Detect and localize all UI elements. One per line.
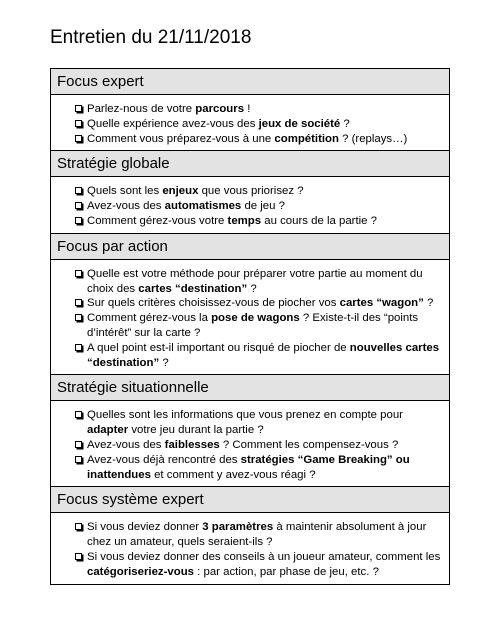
question-text: Avez-vous des (87, 200, 165, 213)
question-text: A quel point est-il important ou risqué de piocher de (87, 341, 350, 354)
question-text: Quels sont les (87, 185, 163, 198)
question-item (75, 199, 443, 214)
interview-table (50, 68, 450, 585)
question-item (75, 132, 443, 147)
emphasis-text: 3 paramètres (202, 521, 274, 534)
question-text: que vous priorisez ? (198, 185, 304, 198)
question-list (51, 401, 449, 486)
question-item (75, 550, 443, 580)
section-header: Focus expert (51, 69, 449, 95)
emphasis-text: faiblesses (164, 438, 220, 451)
emphasis-text: compétition (274, 132, 339, 145)
emphasis-text: parcours (195, 103, 245, 115)
question-text: Quelle est votre méthode pour préparer votre partie au moment du choix des (87, 267, 423, 295)
question-text: Parlez-nous de votre (87, 103, 196, 115)
emphasis-text: jeux de société (258, 117, 341, 130)
question-list (51, 95, 449, 150)
section-header: Focus par action (51, 234, 449, 260)
checkbox-icon[interactable] (75, 270, 82, 277)
section-header: Stratégie situationnelle (51, 375, 449, 401)
question-text: Avez-vous des (87, 438, 165, 451)
question-item (75, 102, 443, 117)
emphasis-text: adapter (87, 424, 129, 437)
section (51, 150, 449, 232)
question-item (75, 214, 443, 229)
emphasis-text: automatismes (164, 200, 242, 213)
section (51, 69, 449, 150)
section (51, 374, 449, 486)
section (51, 486, 449, 583)
question-text: de jeu ? (241, 200, 285, 213)
emphasis-text: nouvelles cartes “destination” (87, 341, 440, 369)
question-text: ? Comment les compensez-vous ? (219, 438, 399, 451)
question-list (51, 177, 449, 232)
checkbox-icon[interactable] (75, 456, 82, 463)
page-title: Entretien du 21/11/2018 (50, 27, 252, 48)
question-text: ! (244, 103, 251, 115)
emphasis-text: enjeux (162, 185, 199, 198)
emphasis-text: temps (227, 214, 262, 227)
section-header: Stratégie globale (51, 151, 449, 177)
question-list (51, 260, 449, 375)
question-text: ? (247, 282, 257, 295)
question-text: Si vous deviez donner (87, 521, 203, 534)
emphasis-text: cartes “destination” (138, 282, 248, 295)
emphasis-text: stratégies “Game Breaking” ou inattendues (87, 453, 410, 481)
question-item (75, 453, 443, 483)
question-text: Quelles sont les informations que vous prenez en compte pour (87, 409, 403, 422)
question-item (75, 408, 443, 438)
checkbox-icon[interactable] (75, 105, 82, 112)
checkbox-icon[interactable] (75, 299, 82, 306)
question-item (75, 296, 443, 311)
question-text: et comment y avez-vous réagi ? (150, 468, 316, 481)
question-text: Quelle expérience avez-vous des (87, 117, 259, 130)
question-text: Comment gérez-vous la (87, 312, 212, 325)
checkbox-icon[interactable] (75, 202, 82, 209)
checkbox-icon[interactable] (75, 344, 82, 351)
question-text: ? (340, 117, 350, 130)
emphasis-text: pose de wagons (211, 312, 300, 325)
question-item (75, 341, 443, 371)
question-text: à maintenir absolument à jour chez un amateur, quels seraient-ils ? (87, 521, 427, 549)
checkbox-icon[interactable] (75, 523, 82, 530)
question-text: Avez-vous déjà rencontré des (87, 453, 241, 466)
checkbox-icon[interactable] (75, 217, 82, 224)
question-item (75, 267, 443, 297)
question-text: Sur quels critères choisissez-vous de piocher vos (87, 297, 340, 310)
section (51, 233, 449, 375)
question-item (75, 184, 443, 199)
section-header: Focus système expert (51, 487, 449, 513)
question-list (51, 513, 449, 583)
question-text: ? (423, 297, 434, 310)
checkbox-icon[interactable] (75, 187, 82, 194)
question-text: Si vous deviez donner des conseils à un joueur amateur, comment les (87, 550, 441, 563)
question-item (75, 117, 443, 132)
question-text: votre jeu durant la partie ? (128, 424, 264, 437)
checkbox-icon[interactable] (75, 441, 82, 448)
checkbox-icon[interactable] (75, 314, 82, 321)
emphasis-text: catégoriseriez-vous (87, 565, 194, 578)
checkbox-icon[interactable] (75, 135, 82, 142)
question-item (75, 438, 443, 453)
checkbox-icon[interactable] (75, 120, 82, 127)
question-item (75, 520, 443, 550)
question-text: ? (replays…) (338, 132, 408, 145)
checkbox-icon[interactable] (75, 411, 82, 418)
question-text: au cours de la partie ? (261, 214, 377, 227)
question-item (75, 311, 443, 341)
question-text: ? Existe-t-il des “points d’intérêt” sur la carte ? (87, 312, 419, 339)
question-text: Comment vous préparez-vous à une (87, 132, 275, 145)
question-text: ? (159, 356, 169, 369)
checkbox-icon[interactable] (75, 553, 82, 560)
question-text: : par action, par phase de jeu, etc. ? (194, 565, 379, 578)
question-text: Comment gérez-vous votre (87, 214, 228, 227)
emphasis-text: cartes “wagon” (339, 297, 424, 310)
